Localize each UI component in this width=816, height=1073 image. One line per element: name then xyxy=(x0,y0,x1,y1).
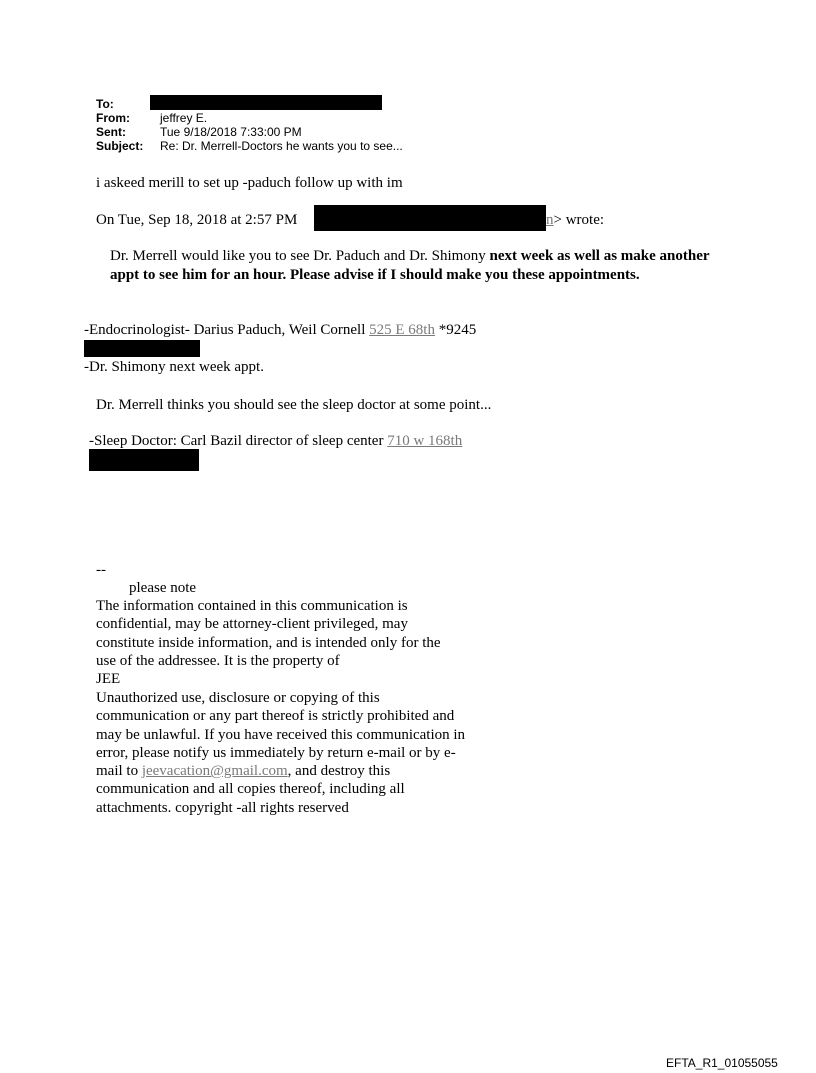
disclaimer-para2 xyxy=(96,689,468,817)
disclaimer-para2-suffix: , and destroy this communication and all copies thereof, including all attachments. copyright -all rights reserved xyxy=(96,763,405,816)
redaction-endo-phone xyxy=(84,340,200,357)
quoted-normal: Dr. Merrell would like you to see Dr. Paduch and Dr. Shimony xyxy=(110,248,490,264)
please-note: please note xyxy=(129,580,197,596)
quoted-paragraph xyxy=(110,247,710,285)
disclaimer-para2-prefix: Unauthorized use, disclosure or copying of this communication or any part thereof is strictly prohibited and may be unlawful. If you have received this communication in error, please notify us immediately by return e-mail or by e-mail to xyxy=(96,690,466,780)
document-id: EFTA_R1_01055055 xyxy=(666,1056,778,1070)
subject-label: Subject: xyxy=(96,139,144,153)
from-value: jeffrey E. xyxy=(160,111,208,125)
redaction-recipient xyxy=(150,95,382,110)
to-label: To: xyxy=(96,97,114,111)
disclaimer-jee: JEE xyxy=(96,671,121,687)
reply-text: i askeed merill to set up -paduch follow up with im xyxy=(96,175,403,191)
merrell-line: Dr. Merrell thinks you should see the sleep doctor at some point... xyxy=(96,397,492,413)
endo-suffix: *9245 xyxy=(434,322,477,338)
quote-intro-fragment: n xyxy=(546,212,554,228)
quote-intro-prefix: On Tue, Sep 18, 2018 at 2:57 PM xyxy=(96,212,298,228)
quote-intro-suffix: > wrote: xyxy=(553,212,605,228)
sleep-line xyxy=(89,432,462,450)
quote-intro-tail xyxy=(546,211,604,229)
signature-dashes: -- xyxy=(96,562,106,578)
sent-label: Sent: xyxy=(96,125,126,139)
endo-address-link[interactable]: 525 E 68th xyxy=(369,322,435,338)
sleep-prefix: -Sleep Doctor: Carl Bazil director of sleep center xyxy=(89,433,388,449)
endo-prefix: -Endocrinologist- Darius Paduch, Weil Cornell xyxy=(84,322,370,338)
subject-value: Re: Dr. Merrell-Doctors he wants you to see... xyxy=(160,139,403,153)
endo-line xyxy=(84,321,476,339)
redaction-sleep-phone xyxy=(89,449,199,471)
quoted-bold: next week as well as make another appt to see him for an hour. Please advise if I should make you these appointments. xyxy=(110,248,710,283)
disclaimer-para1: The information contained in this communication is confidential, may be attorney-client privileged, may constitute inside information, and is intended only for the use of the addressee. It is the property of xyxy=(96,598,441,669)
shimony-line: -Dr. Shimony next week appt. xyxy=(84,359,264,375)
sent-value: Tue 9/18/2018 7:33:00 PM xyxy=(160,125,302,139)
disclaimer-email-link[interactable]: jeevacation@gmail.com xyxy=(141,763,288,780)
sleep-address-link[interactable]: 710 w 168th xyxy=(387,433,463,449)
redaction-sender-email xyxy=(314,205,546,231)
from-label: From: xyxy=(96,111,130,125)
